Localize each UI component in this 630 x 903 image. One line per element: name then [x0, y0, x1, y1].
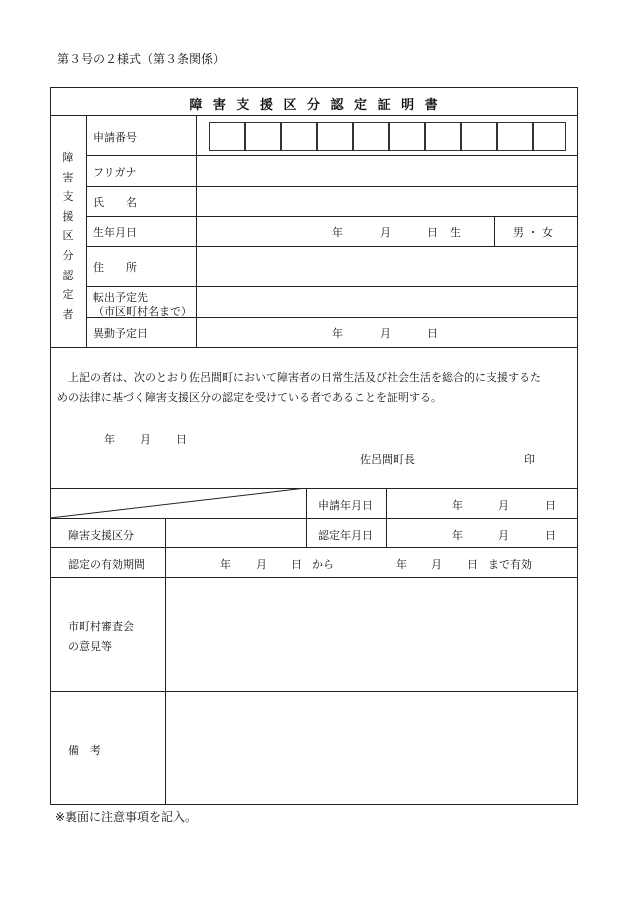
- birthdate-label: 生年月日: [93, 226, 137, 239]
- divider: [50, 115, 578, 116]
- validity-period-label: 認定の有効期間: [68, 558, 145, 571]
- validity-end-month-unit: 月: [431, 558, 442, 571]
- apply-day-unit: 日: [545, 499, 556, 512]
- validity-from: から: [312, 558, 334, 571]
- birth-day-unit: 日: [427, 226, 438, 239]
- name-label: 氏 名: [93, 196, 137, 209]
- application-number-label: 申請番号: [93, 131, 137, 144]
- diagonal-slash: [50, 488, 307, 519]
- divider: [494, 216, 495, 246]
- remarks-label: 備 考: [68, 744, 101, 757]
- support-category-field[interactable]: [166, 519, 305, 546]
- birth-year-unit: 年: [332, 226, 343, 239]
- seal-mark: 印: [524, 453, 535, 466]
- certification-statement-line2: めの法律に基づく障害支援区分の認定を受けている者であることを証明する。: [57, 391, 442, 404]
- cert-day-unit: 日: [545, 529, 556, 542]
- change-month-unit: 月: [380, 327, 391, 340]
- change-day-unit: 日: [427, 327, 438, 340]
- certification-statement-line1: 上記の者は、次のとおり佐呂間町において障害者の日常生活及び社会生活を総合的に支援するた: [68, 371, 541, 384]
- application-number-digit-box[interactable]: [353, 122, 389, 151]
- application-number-digit-box[interactable]: [497, 122, 533, 151]
- divider: [386, 488, 387, 547]
- furigana-label: フリガナ: [93, 166, 137, 179]
- divider: [86, 115, 87, 347]
- issue-day-unit: 日: [176, 433, 187, 446]
- application-number-digit-box[interactable]: [317, 122, 353, 151]
- council-opinion-label-line1: 市町村審査会: [68, 620, 134, 633]
- validity-end-year-unit: 年: [396, 558, 407, 571]
- birth-month-unit: 月: [380, 226, 391, 239]
- application-number-digit-box[interactable]: [245, 122, 281, 151]
- divider: [86, 216, 578, 217]
- issue-year-unit: 年: [104, 433, 115, 446]
- address-field[interactable]: [197, 247, 577, 285]
- validity-start-day-unit: 日: [291, 558, 302, 571]
- apply-month-unit: 月: [498, 499, 509, 512]
- change-year-unit: 年: [332, 327, 343, 340]
- address-label: 住 所: [93, 261, 137, 274]
- application-number-digit-box[interactable]: [533, 122, 566, 151]
- moveout-label-line1: 転出予定先: [93, 291, 148, 304]
- name-field[interactable]: [197, 187, 577, 215]
- furigana-field[interactable]: [197, 156, 577, 185]
- moveout-label-line2: （市区町村名まで）: [93, 305, 192, 318]
- footnote: ※裏面に注意事項を記入。: [55, 810, 198, 824]
- council-opinion-label-line2: の意見等: [68, 640, 112, 653]
- cert-date-label: 認定年月日: [318, 529, 373, 542]
- validity-start-month-unit: 月: [256, 558, 267, 571]
- cert-year-unit: 年: [452, 529, 463, 542]
- birth-suffix: 生: [450, 226, 461, 239]
- applicant-vertical-label: 障 害 支 援 区 分 認 定 者: [62, 151, 74, 321]
- divider: [50, 547, 578, 548]
- application-number-digit-box[interactable]: [461, 122, 497, 151]
- remarks-field[interactable]: [166, 692, 577, 804]
- support-category-label: 障害支援区分: [68, 529, 134, 542]
- gender-options[interactable]: 男 ・ 女: [513, 226, 553, 239]
- application-number-digit-box[interactable]: [389, 122, 425, 151]
- apply-year-unit: 年: [452, 499, 463, 512]
- moveout-field[interactable]: [197, 287, 577, 316]
- change-date-label: 異動予定日: [93, 327, 148, 340]
- mayor-title: 佐呂間町長: [360, 453, 415, 466]
- validity-until: まで有効: [488, 558, 532, 571]
- divider: [50, 347, 578, 348]
- application-number-digit-box[interactable]: [209, 122, 245, 151]
- apply-date-label: 申請年月日: [318, 499, 373, 512]
- cert-month-unit: 月: [498, 529, 509, 542]
- issue-month-unit: 月: [140, 433, 151, 446]
- application-number-digit-box[interactable]: [281, 122, 317, 151]
- validity-start-year-unit: 年: [220, 558, 231, 571]
- validity-end-day-unit: 日: [467, 558, 478, 571]
- council-opinion-field[interactable]: [166, 578, 577, 690]
- application-number-digit-box[interactable]: [425, 122, 461, 151]
- form-title: 障 害 支 援 区 分 認 定 証 明 書: [189, 98, 441, 113]
- form-number-caption: 第３号の２様式（第３条関係）: [57, 52, 226, 66]
